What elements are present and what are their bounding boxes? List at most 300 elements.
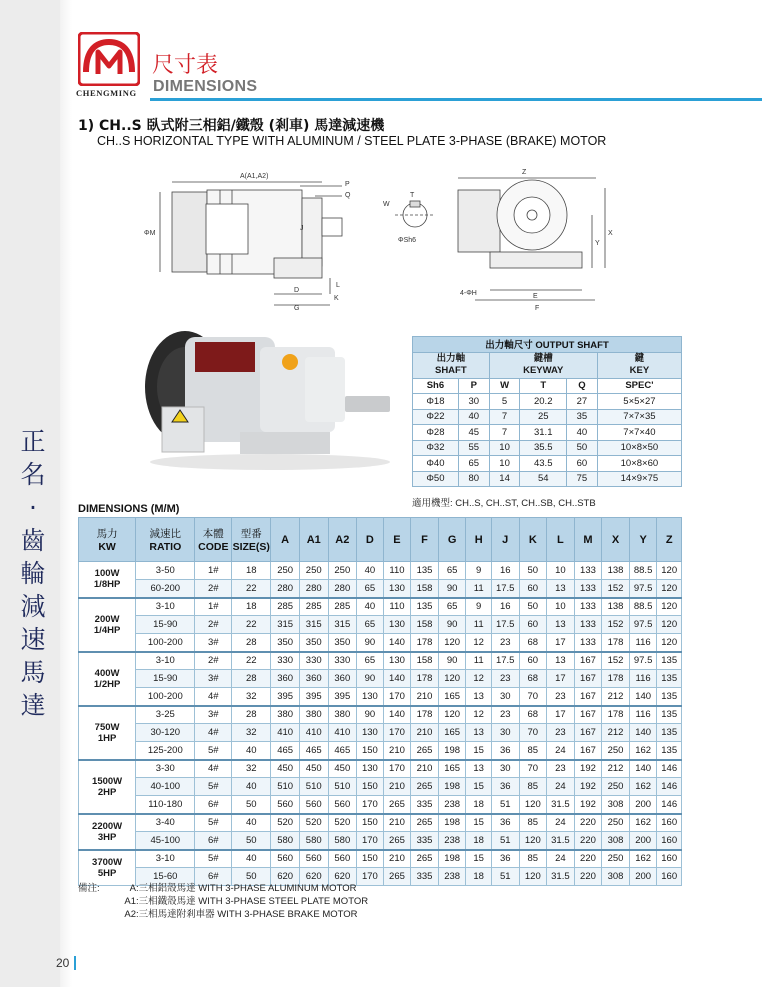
dim-header-a: A: [271, 518, 300, 562]
dim-cell: 285: [328, 598, 357, 616]
power-rating-cell: 1500W 2HP: [79, 760, 136, 814]
chengming-logo: [78, 32, 140, 86]
page-number: 20: [56, 956, 70, 970]
dim-cell: 18: [232, 562, 271, 580]
dim-cell: 15: [466, 850, 492, 868]
dim-cell: 265: [411, 814, 439, 832]
dim-cell: 330: [328, 652, 357, 670]
label-x: X: [608, 230, 613, 237]
shaft-cell: Φ32: [413, 440, 459, 456]
dim-cell: 120: [519, 868, 547, 886]
shaft-cell: 7: [489, 409, 520, 425]
dim-cell: 11: [466, 580, 492, 598]
footnote-key: A1: [124, 896, 136, 907]
dim-cell: 140: [383, 706, 411, 724]
side-title-char: 速: [20, 625, 46, 654]
dim-cell: 28: [232, 634, 271, 652]
dim-cell: 265: [383, 796, 411, 814]
dim-cell: 250: [602, 742, 630, 760]
dim-cell: 620: [299, 868, 328, 886]
dim-cell: 210: [411, 724, 439, 742]
dim-cell: 580: [299, 832, 328, 850]
dim-cell: 138: [602, 598, 630, 616]
dim-cell: 22: [232, 580, 271, 598]
dim-cell: 308: [602, 796, 630, 814]
side-title-char: 正: [20, 427, 46, 456]
dim-cell: 140: [629, 724, 657, 742]
shaft-cell: 30: [458, 394, 489, 410]
dim-cell: 31.5: [547, 796, 575, 814]
dim-cell: 70: [519, 760, 547, 778]
label-f: F: [535, 305, 540, 312]
dim-cell: 12: [466, 706, 492, 724]
dim-cell: 220: [574, 832, 602, 850]
dim-cell: 70: [519, 724, 547, 742]
dim-cell: 18: [232, 598, 271, 616]
dim-cell: 88.5: [629, 562, 657, 580]
side-view: [160, 182, 342, 305]
shaft-cell: 10×8×60: [597, 456, 681, 472]
dim-cell: 410: [328, 724, 357, 742]
dim-cell: 200: [629, 868, 657, 886]
dim-cell: 198: [438, 742, 466, 760]
shaft-view: [395, 201, 435, 227]
dim-cell: 5#: [195, 850, 232, 868]
dim-cell: 4#: [195, 688, 232, 706]
dim-cell: 116: [629, 634, 657, 652]
dim-cell: 6#: [195, 868, 232, 886]
dim-cell: 22: [232, 616, 271, 634]
dim-cell: 510: [328, 778, 357, 796]
dim-cell: 250: [328, 562, 357, 580]
dim-cell: 238: [438, 868, 466, 886]
dim-cell: 140: [383, 670, 411, 688]
dim-header-f: F: [411, 518, 439, 562]
dim-cell: 238: [438, 832, 466, 850]
dim-cell: 380: [299, 706, 328, 724]
dim-cell: 200: [629, 832, 657, 850]
shaft-cell: 25: [520, 409, 567, 425]
dim-cell: 30-120: [136, 724, 195, 742]
table-row: [79, 634, 682, 652]
dim-cell: 97.5: [629, 580, 657, 598]
table-row: [79, 742, 682, 760]
dim-cell: 210: [383, 778, 411, 796]
footnote-item: [78, 908, 368, 921]
label-z: Z: [522, 169, 527, 176]
page-title-cn: 尺寸表: [152, 53, 219, 78]
dim-cell: 395: [271, 688, 300, 706]
dim-cell: 2#: [195, 580, 232, 598]
table-row: [79, 616, 682, 634]
section-title-en: CH..S HORIZONTAL TYPE WITH ALUMINUM / STEEL PLATE 3-PHASE (BRAKE) MOTOR: [97, 134, 607, 148]
dim-header-l: L: [547, 518, 575, 562]
table-row: [79, 670, 682, 688]
front-view: [458, 178, 605, 300]
dim-cell: 160: [657, 868, 682, 886]
dim-cell: 23: [547, 724, 575, 742]
dim-cell: 170: [357, 796, 384, 814]
dim-cell: 23: [547, 688, 575, 706]
dim-header-g: G: [438, 518, 466, 562]
dim-cell: 28: [232, 670, 271, 688]
dim-cell: 152: [602, 652, 630, 670]
dim-cell: 10: [547, 598, 575, 616]
table-row: [79, 724, 682, 742]
dim-cell: 135: [657, 724, 682, 742]
dim-cell: 167: [574, 724, 602, 742]
output-shaft-table: [412, 336, 682, 487]
dim-cell: 2#: [195, 652, 232, 670]
dim-cell: 510: [299, 778, 328, 796]
dim-cell: 150: [357, 850, 384, 868]
page-number-bar: [74, 956, 76, 970]
dim-cell: 285: [299, 598, 328, 616]
dim-cell: 165: [438, 724, 466, 742]
dim-cell: 13: [466, 724, 492, 742]
dim-cell: 13: [547, 652, 575, 670]
shaft-cell: 31.1: [520, 425, 567, 441]
dim-cell: 450: [299, 760, 328, 778]
dim-cell: 3-25: [136, 706, 195, 724]
shaft-column-header: Q: [566, 378, 597, 394]
dim-cell: 85: [519, 814, 547, 832]
dim-cell: 212: [602, 724, 630, 742]
dim-cell: 465: [299, 742, 328, 760]
dim-cell: 6#: [195, 796, 232, 814]
dim-cell: 130: [383, 616, 411, 634]
dim-cell: 51: [491, 796, 519, 814]
dim-cell: 250: [602, 850, 630, 868]
dim-cell: 120: [657, 616, 682, 634]
dim-cell: 380: [271, 706, 300, 724]
dim-header-ratio: 減速比 RATIO: [136, 518, 195, 562]
dim-cell: 18: [466, 832, 492, 850]
dim-cell: 116: [629, 670, 657, 688]
dim-cell: 30: [491, 724, 519, 742]
dim-cell: 116: [629, 706, 657, 724]
dim-cell: 560: [328, 850, 357, 868]
dim-cell: 162: [629, 814, 657, 832]
dim-cell: 212: [602, 760, 630, 778]
dim-cell: 28: [232, 706, 271, 724]
dim-cell: 198: [438, 814, 466, 832]
label-p: P: [345, 181, 350, 188]
shaft-cell: 40: [566, 425, 597, 441]
dim-cell: 120: [657, 634, 682, 652]
dim-cell: 60: [519, 616, 547, 634]
shaft-row: [413, 425, 682, 441]
dim-cell: 560: [299, 796, 328, 814]
dim-cell: 88.5: [629, 598, 657, 616]
dim-cell: 97.5: [629, 616, 657, 634]
dim-cell: 5#: [195, 742, 232, 760]
dim-cell: 3-30: [136, 760, 195, 778]
dim-cell: 220: [574, 850, 602, 868]
dim-cell: 178: [411, 670, 439, 688]
gear-motor-photo: [140, 322, 405, 472]
dim-cell: 23: [547, 760, 575, 778]
dim-cell: 65: [357, 580, 384, 598]
dim-cell: 40: [232, 814, 271, 832]
label-a: A(A1,A2): [240, 173, 269, 180]
shaft-cell: 55: [458, 440, 489, 456]
table-row: [79, 814, 682, 832]
dim-cell: 65: [357, 652, 384, 670]
dim-cell: 100-200: [136, 634, 195, 652]
shaft-cell: 7: [489, 425, 520, 441]
side-title-char: 齒: [20, 526, 46, 555]
dim-cell: 162: [629, 850, 657, 868]
dim-cell: 380: [328, 706, 357, 724]
dim-cell: 178: [602, 706, 630, 724]
dim-cell: 335: [411, 868, 439, 886]
footnote-item: [78, 895, 368, 908]
dim-cell: 330: [271, 652, 300, 670]
shaft-row: [413, 440, 682, 456]
dim-cell: 24: [547, 814, 575, 832]
footnote-key: A2: [124, 909, 136, 920]
dim-cell: 125-200: [136, 742, 195, 760]
dim-cell: 16: [491, 598, 519, 616]
dim-cell: 160: [657, 832, 682, 850]
shaft-row: [413, 471, 682, 487]
dim-cell: 167: [574, 652, 602, 670]
dim-cell: 138: [602, 562, 630, 580]
dim-header-y: Y: [629, 518, 657, 562]
dim-cell: 3-40: [136, 814, 195, 832]
dim-cell: 250: [602, 778, 630, 796]
shaft-column-header: SPEC': [597, 378, 681, 394]
shaft-cell: 43.5: [520, 456, 567, 472]
shaft-cell: Φ18: [413, 394, 459, 410]
shaft-cell: 65: [458, 456, 489, 472]
dim-cell: 250: [602, 814, 630, 832]
dim-cell: 350: [299, 634, 328, 652]
shaft-cell: 10: [489, 456, 520, 472]
dim-cell: 170: [383, 688, 411, 706]
dim-cell: 68: [519, 706, 547, 724]
label-y: Y: [595, 240, 600, 247]
dim-cell: 165: [438, 688, 466, 706]
dim-cell: 40: [232, 850, 271, 868]
technical-drawing: [140, 160, 620, 320]
shaft-cell: Φ22: [413, 409, 459, 425]
dim-cell: 465: [271, 742, 300, 760]
dim-cell: 68: [519, 634, 547, 652]
dim-cell: 308: [602, 868, 630, 886]
shaft-cell: 20.2: [520, 394, 567, 410]
dim-cell: 560: [271, 850, 300, 868]
dim-cell: 192: [574, 760, 602, 778]
dim-cell: 167: [574, 706, 602, 724]
dim-cell: 140: [629, 760, 657, 778]
table-row: [79, 652, 682, 670]
footnote-label: [78, 908, 124, 921]
dim-cell: 510: [271, 778, 300, 796]
footnote-text: 三相鋁殼馬達 WITH 3-PHASE ALUMINUM MOTOR: [138, 883, 357, 894]
label-h: 4-ΦH: [460, 290, 477, 297]
shaft-cell: 60: [566, 456, 597, 472]
dim-cell: 210: [411, 688, 439, 706]
shaft-cell: 35.5: [520, 440, 567, 456]
dim-cell: 110-180: [136, 796, 195, 814]
dim-cell: 133: [574, 562, 602, 580]
dim-cell: 40-100: [136, 778, 195, 796]
dim-cell: 308: [602, 832, 630, 850]
dim-cell: 280: [299, 580, 328, 598]
dim-cell: 280: [271, 580, 300, 598]
dim-cell: 9: [466, 598, 492, 616]
dim-cell: 3#: [195, 706, 232, 724]
table-row: [79, 832, 682, 850]
dim-cell: 560: [328, 796, 357, 814]
keyway-group-header: 鍵槽 KEYWAY: [489, 352, 597, 378]
dim-cell: 36: [491, 814, 519, 832]
footnote-sep: :: [136, 883, 139, 894]
dim-header-kw: 馬力 KW: [79, 518, 136, 562]
shaft-cell: Φ28: [413, 425, 459, 441]
dim-cell: 13: [466, 688, 492, 706]
footnote-key: A: [129, 883, 136, 894]
footnotes: [78, 882, 368, 921]
dim-cell: 51: [491, 868, 519, 886]
dim-cell: 17: [547, 634, 575, 652]
dim-cell: 3-10: [136, 850, 195, 868]
dim-cell: 90: [438, 580, 466, 598]
dim-cell: 16: [491, 562, 519, 580]
dim-cell: 192: [574, 778, 602, 796]
dim-cell: 31.5: [547, 832, 575, 850]
dim-cell: 1#: [195, 562, 232, 580]
side-band-fade: [60, 0, 72, 987]
dim-cell: 315: [271, 616, 300, 634]
power-rating-cell: 750W 1HP: [79, 706, 136, 760]
dim-cell: 170: [383, 760, 411, 778]
power-rating-cell: 400W 1/2HP: [79, 652, 136, 706]
power-rating-cell: 3700W 5HP: [79, 850, 136, 886]
section-title-cn: 1) CH..S 臥式附三相鋁/鐵殼 (剎車) 馬達減速機: [78, 118, 385, 134]
power-rating-cell: 100W 1/8HP: [79, 562, 136, 598]
dim-cell: 620: [271, 868, 300, 886]
dim-cell: 3#: [195, 670, 232, 688]
dim-cell: 135: [657, 688, 682, 706]
dim-cell: 85: [519, 778, 547, 796]
dim-header-a2: A2: [328, 518, 357, 562]
label-j: J: [300, 225, 304, 232]
power-rating-cell: 200W 1/4HP: [79, 598, 136, 652]
shaft-cell: Φ50: [413, 471, 459, 487]
dim-cell: 167: [574, 670, 602, 688]
table-row: [79, 598, 682, 616]
side-title-char: 減: [20, 592, 46, 621]
dim-cell: 265: [411, 742, 439, 760]
shaft-cell: 50: [566, 440, 597, 456]
footnote-label: 備注:: [78, 883, 100, 894]
shaft-column-headers: [413, 378, 682, 394]
label-m: ΦM: [144, 230, 156, 237]
dim-cell: 178: [411, 706, 439, 724]
dim-cell: 3-10: [136, 652, 195, 670]
label-g: G: [294, 305, 300, 312]
shaft-row: [413, 456, 682, 472]
dim-cell: 18: [466, 868, 492, 886]
dim-cell: 520: [328, 814, 357, 832]
dim-cell: 265: [411, 850, 439, 868]
shaft-column-header: W: [489, 378, 520, 394]
dim-cell: 265: [383, 832, 411, 850]
dim-cell: 18: [466, 796, 492, 814]
dimensions-header-row: [79, 518, 682, 562]
dim-cell: 285: [271, 598, 300, 616]
dim-cell: 4#: [195, 760, 232, 778]
table-row: [79, 688, 682, 706]
dim-cell: 32: [232, 688, 271, 706]
dim-cell: 32: [232, 724, 271, 742]
shaft-cell: 40: [458, 409, 489, 425]
dim-cell: 36: [491, 778, 519, 796]
dim-cell: 30: [491, 760, 519, 778]
dim-cell: 3-50: [136, 562, 195, 580]
dim-header-m: M: [574, 518, 602, 562]
dim-header-code: 本體 CODE: [195, 518, 232, 562]
dim-cell: 130: [383, 652, 411, 670]
dim-cell: 120: [519, 832, 547, 850]
dim-cell: 135: [657, 742, 682, 760]
shaft-cell: 5: [489, 394, 520, 410]
dim-cell: 23: [491, 670, 519, 688]
dim-cell: 238: [438, 796, 466, 814]
table-row: [79, 706, 682, 724]
dim-cell: 65: [357, 616, 384, 634]
dim-cell: 23: [491, 634, 519, 652]
table-row: [79, 760, 682, 778]
dim-cell: 170: [357, 868, 384, 886]
dim-cell: 50: [232, 868, 271, 886]
dim-cell: 146: [657, 760, 682, 778]
dim-cell: 120: [657, 598, 682, 616]
dim-cell: 120: [438, 670, 466, 688]
dim-cell: 130: [383, 580, 411, 598]
dim-cell: 45-100: [136, 832, 195, 850]
dim-cell: 15: [466, 742, 492, 760]
dim-cell: 85: [519, 850, 547, 868]
dim-cell: 32: [232, 760, 271, 778]
dim-cell: 335: [411, 796, 439, 814]
dim-cell: 167: [574, 688, 602, 706]
dim-cell: 560: [271, 796, 300, 814]
dim-cell: 140: [383, 634, 411, 652]
dim-header-x: X: [602, 518, 630, 562]
dim-cell: 90: [357, 634, 384, 652]
dim-cell: 40: [357, 562, 384, 580]
dim-cell: 15: [466, 814, 492, 832]
dim-cell: 130: [357, 688, 384, 706]
dimensions-label: DIMENSIONS (M/M): [78, 503, 180, 515]
shaft-group-header: 出力軸 SHAFT: [413, 352, 490, 378]
dim-cell: 450: [271, 760, 300, 778]
dim-cell: 162: [629, 778, 657, 796]
shaft-cell: 7×7×35: [597, 409, 681, 425]
dim-cell: 120: [438, 634, 466, 652]
label-d: D: [294, 287, 300, 294]
dim-cell: 36: [491, 850, 519, 868]
shaft-cell: 75: [566, 471, 597, 487]
dim-header-e: E: [383, 518, 411, 562]
dim-cell: 212: [602, 688, 630, 706]
side-title-char: ·: [29, 493, 37, 522]
dim-cell: 395: [299, 688, 328, 706]
